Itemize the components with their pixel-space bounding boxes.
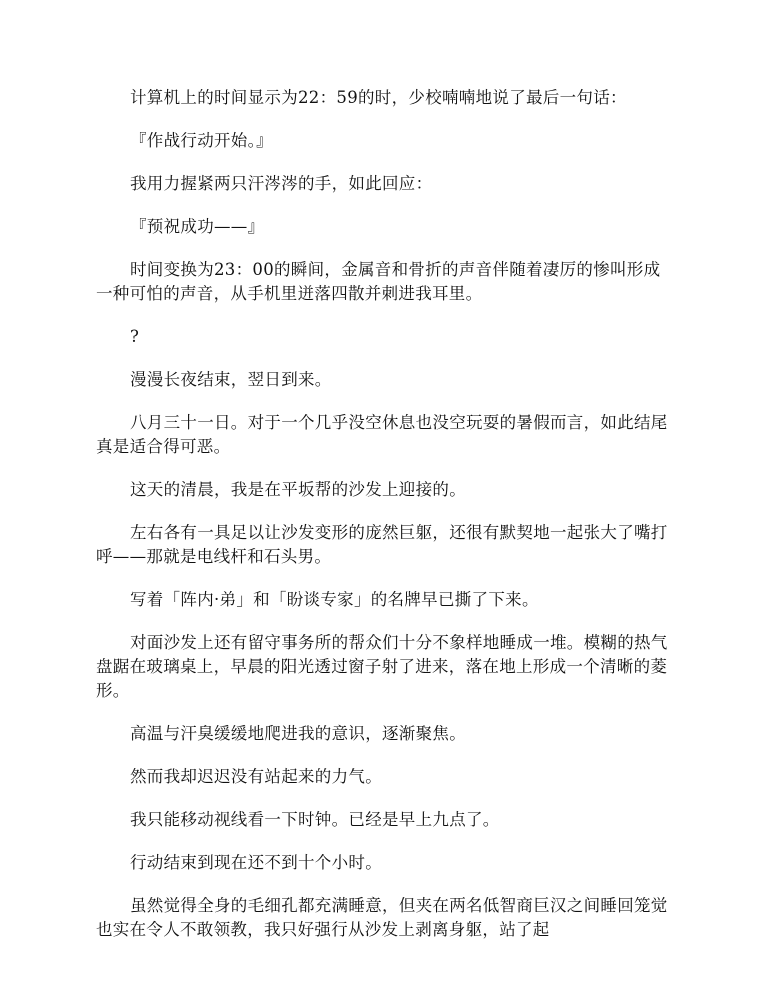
paragraph-11: 写着「阵内·弟」和「盼谈专家」的名牌早已撕了下来。 [130,590,539,609]
paragraph-10: 左右各有一具足以让沙发变形的庞然巨躯，还很有默契地一起张大了嘴打呼——那就是电线杆和石头男。 [96,523,668,566]
paragraph-6: ? [130,327,140,346]
paragraph-1: 计算机上的时间显示为22：59的时，少校喃喃地说了最后一句话： [130,88,627,107]
paragraph-3: 我用力握紧两只汗涔涔的手，如此回应： [130,174,433,193]
paragraph-12: 对面沙发上还有留守事务所的帮众们十分不象样地睡成一堆。模糊的热气盘踞在玻璃桌上，早晨的阳光透过窗子射了进来，落在地上形成一个清晰的菱形。 [96,633,668,700]
paragraph-7: 漫漫长夜结束，翌日到来。 [130,370,332,389]
paragraph-2: 『作战行动开始。』 [130,131,273,150]
paragraph-13: 高温与汗臭缓缓地爬进我的意识，逐渐聚焦。 [130,724,466,743]
paragraph-5: 时间变换为23：00的瞬间，金属音和骨折的声音伴随着凄厉的惨叫形成一种可怕的声音，从手机里迸落四散并刺进我耳里。 [96,260,661,303]
paragraph-4: 『预祝成功——』 [130,217,265,236]
document-body [96,86,676,961]
paragraph-16: 行动结束到现在还不到十个小时。 [130,853,382,872]
paragraph-9: 这天的清晨，我是在平坂帮的沙发上迎接的。 [130,480,466,499]
paragraph-14: 然而我却迟迟没有站起来的力气。 [130,767,382,786]
paragraph-8: 八月三十一日。对于一个几乎没空休息也没空玩耍的暑假而言，如此结尾真是适合得可恶。 [96,413,668,456]
paragraph-15: 我只能移动视线看一下时钟。已经是早上九点了。 [130,810,500,829]
paragraph-17: 虽然觉得全身的毛细孔都充满睡意，但夹在两名低智商巨汉之间睡回笼觉也实在令人不敢领教，我只好强行从沙发上剥离身躯，站了起 [96,896,668,939]
